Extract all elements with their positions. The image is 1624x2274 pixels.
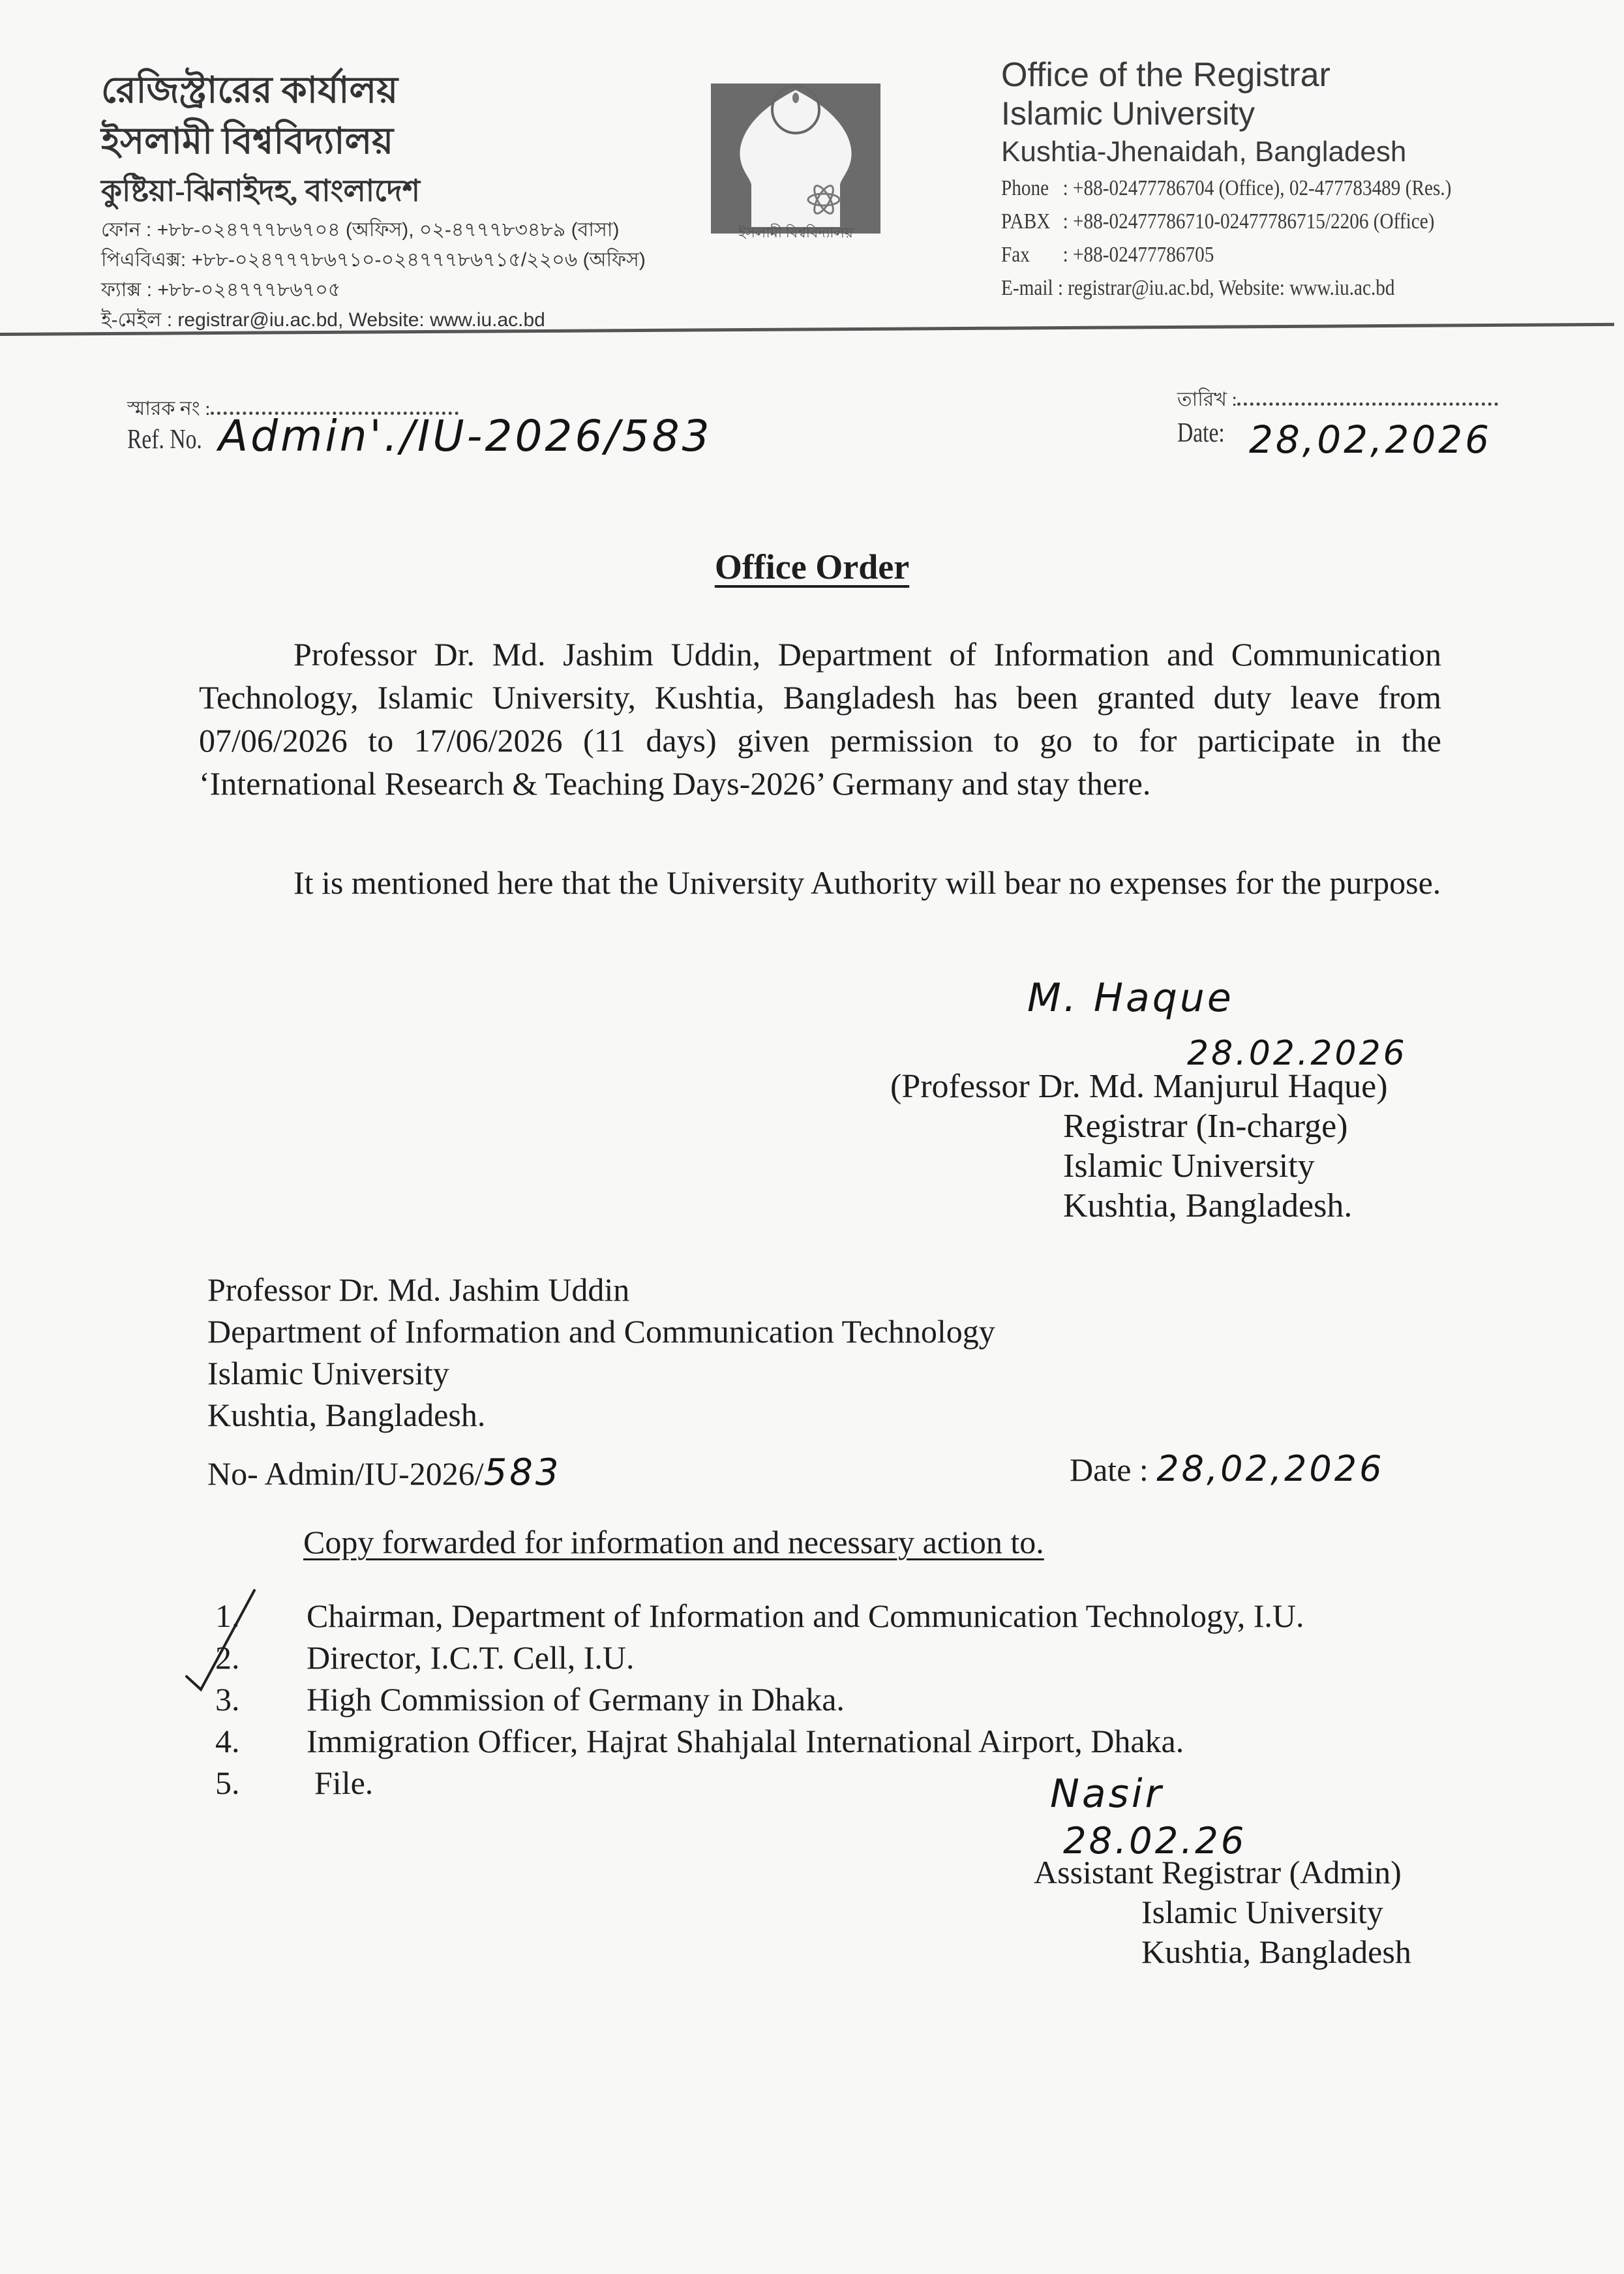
ref-number-handwritten: Admin'./IU-2026/583 bbox=[218, 411, 712, 461]
recipient-line: Islamic University bbox=[207, 1355, 449, 1391]
location-english: Kushtia-Jhenaidah, Bangladesh bbox=[1001, 136, 1407, 168]
contact-pabx: PABX : +88-02477786710-02477786715/2206 (Office) bbox=[1001, 209, 1435, 234]
recipient-address bbox=[207, 1269, 995, 1436]
copy-forwarded-heading: Copy forwarded for information and necessary action to. bbox=[303, 1524, 1044, 1560]
registrar-designation: Registrar (In-charge) bbox=[1063, 1108, 1348, 1145]
contact-email: E-mail : registrar@iu.ac.bd, Website: www.iu.ac.bd bbox=[1001, 276, 1395, 300]
registrar-signature-date: 28.02.2026 bbox=[1187, 1034, 1407, 1073]
university-name-english: Islamic University bbox=[1001, 95, 1255, 132]
copy-list-item: 4. Immigration Officer, Hajrat Shahjalal International Airport, Dhaka. bbox=[215, 1723, 1184, 1759]
copy-list-item: 3. High Commission of Germany in Dhaka. bbox=[215, 1681, 845, 1718]
registrar-signature: M. Haque bbox=[1027, 975, 1234, 1021]
recipient-line: Kushtia, Bangladesh. bbox=[207, 1397, 486, 1433]
registrar-location: Kushtia, Bangladesh. bbox=[1063, 1187, 1353, 1224]
university-name-bangla: ইসলামী বিশ্ববিদ্যালয় bbox=[101, 121, 394, 162]
contact-phone: Phone : +88-02477786704 (Office), 02-477783489 (Res.) bbox=[1001, 176, 1452, 200]
date-label-english: Date: bbox=[1177, 418, 1225, 448]
fax-bangla: ফ্যাক্স : +৮৮-০২৪৭৭৭৮৬৭০৫ bbox=[101, 279, 341, 301]
ref-label-english: Ref. No. bbox=[127, 425, 202, 455]
document-title: Office Order bbox=[714, 547, 910, 586]
location-bangla: কুষ্টিয়া-ঝিনাইদহ, বাংলাদেশ bbox=[101, 174, 420, 207]
office-name-bangla: রেজিস্ট্রারের কার্যালয় bbox=[101, 70, 398, 111]
memo-number: No- Admin/IU-2026/583 bbox=[207, 1451, 562, 1494]
copy-list-item: 2. Director, I.C.T. Cell, I.U. bbox=[215, 1639, 635, 1676]
assistant-registrar-institution: Islamic University bbox=[1141, 1894, 1383, 1930]
order-paragraph-1: Professor Dr. Md. Jashim Uddin, Department of Information and Communication Technology, Islamic University, Kushtia, Bangladesh has been granted duty leave from 07/06/2026 to 17/06/2026 (11 days) given permission to go to for participate in the ‘International Research & Teaching Days-2026’ Germany and stay there. bbox=[199, 636, 1441, 802]
date-handwritten: 28,02,2026 bbox=[1249, 417, 1492, 462]
registrar-name: (Professor Dr. Md. Manjurul Haque) bbox=[890, 1068, 1388, 1105]
recipient-line: Professor Dr. Md. Jashim Uddin bbox=[207, 1271, 630, 1308]
order-paragraph-2: It is mentioned here that the University Authority will bear no expenses for the purpose. bbox=[293, 864, 1441, 901]
university-logo-icon bbox=[711, 70, 880, 247]
assistant-registrar-location: Kushtia, Bangladesh bbox=[1141, 1933, 1411, 1970]
ref-label-bangla: স্মারক নং : bbox=[127, 393, 459, 426]
date-label-bangla: তারিখ : bbox=[1177, 384, 1498, 417]
logo-caption: ইসলামী বিশ্ববিদ্যালয় bbox=[738, 224, 854, 241]
office-name-english: Office of the Registrar bbox=[1001, 56, 1331, 94]
letterhead-english bbox=[1001, 55, 1525, 305]
memo-date: Date : 28,02,2026 bbox=[1070, 1448, 1385, 1489]
date-dotted-line bbox=[1237, 395, 1498, 406]
letterhead-bangla bbox=[101, 65, 646, 335]
recipient-line: Department of Information and Communication Technology bbox=[207, 1313, 995, 1350]
assistant-registrar-block bbox=[1034, 1853, 1411, 1972]
assistant-registrar-signature-date: 28.02.26 bbox=[1063, 1820, 1247, 1862]
contact-fax: Fax : +88-02477786705 bbox=[1001, 243, 1214, 267]
registrar-institution: Islamic University bbox=[1063, 1147, 1315, 1185]
registrar-block bbox=[890, 1067, 1388, 1226]
memo-number-handwritten: 583 bbox=[483, 1451, 562, 1494]
memo-date-handwritten: 28,02,2026 bbox=[1156, 1448, 1385, 1489]
pabx-bangla: পিএবিএক্স: +৮৮-০২৪৭৭৭৮৬৭১০-০২৪৭৭৭৮৬৭১৫/২২০৬ (অফিস) bbox=[101, 249, 646, 271]
email-bangla: ই-মেইল : registrar@iu.ac.bd, Website: www.iu.ac.bd bbox=[101, 309, 545, 331]
assistant-registrar-designation: Assistant Registrar (Admin) bbox=[1034, 1854, 1402, 1890]
phone-bangla: ফোন : +৮৮-০২৪৭৭৭৮৬৭০৪ (অফিস), ০২-৪৭৭৭৮৩৪৮৯ (বাসা) bbox=[101, 219, 620, 241]
copy-list-item: 1. Chairman, Department of Information and Communication Technology, I.U. bbox=[215, 1598, 1304, 1634]
copy-list-item: 5. File. bbox=[215, 1765, 374, 1801]
assistant-registrar-signature: Nasir bbox=[1050, 1771, 1164, 1817]
